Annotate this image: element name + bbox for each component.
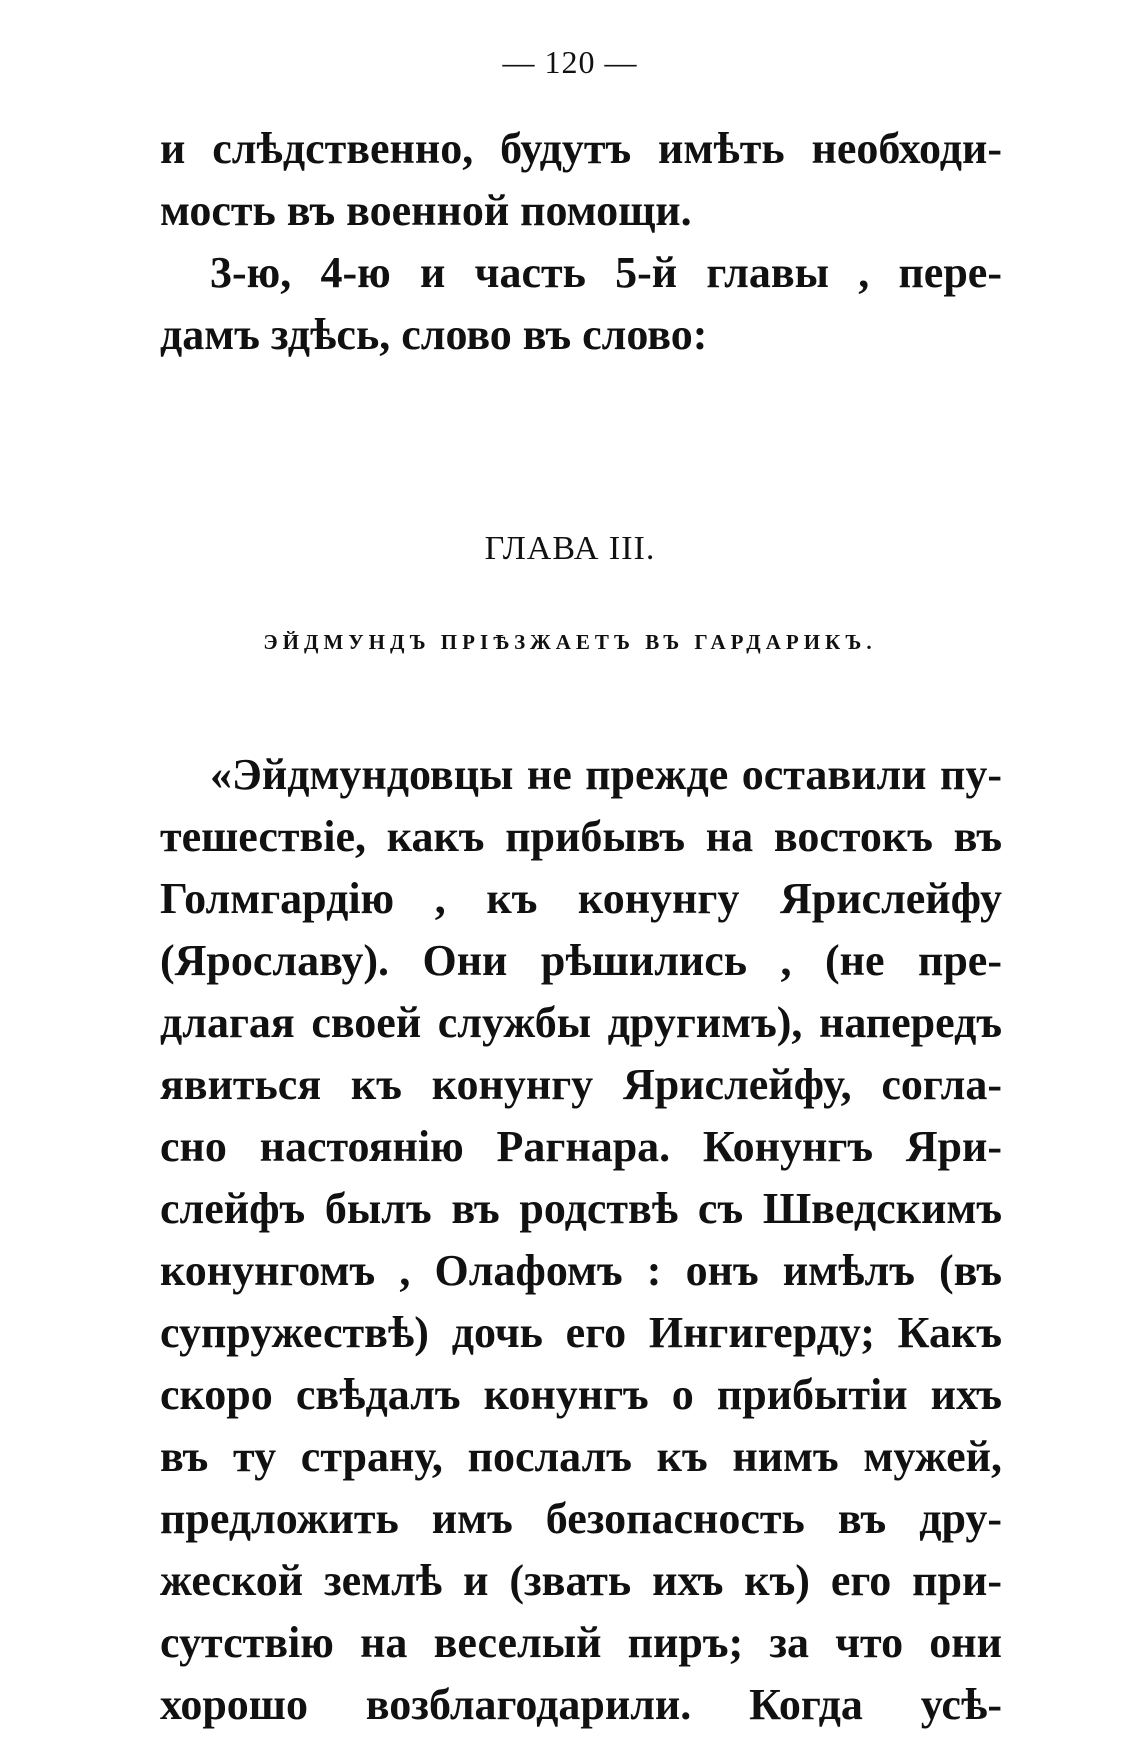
chapter-title: ГЛАВА III. [484,530,656,567]
intro-paragraphs [160,118,1002,366]
text-line: дамъ здѣсь, слово въ слово: [160,310,708,359]
text-line: хорошо возблагодарили. Когда усѣ- [160,1680,1002,1729]
text-line: слейфъ былъ въ родствѣ съ Шведскимъ [160,1184,1002,1233]
text-line: предложить имъ безопасность въ дру- [160,1494,1002,1543]
text-line: и слѣдственно, будутъ имѣть необходи- [160,124,1002,173]
text-line: скоро свѣдалъ конунгъ о прибытіи ихъ [160,1370,1002,1419]
chapter-subtitle: ЭЙДМУНДЪ ПРІѢЗЖАЕТЪ ВЪ ГАРДАРИКЪ. [263,630,877,654]
text-line: 3-ю, 4-ю и часть 5-й главы , пере- [210,248,1002,297]
text-line: сутствію на веселый пиръ; за что они [160,1618,1002,1667]
text-line: тешествіе, какъ прибывъ на востокъ въ [160,812,1002,861]
text-line: явиться къ конунгу Ярислейфу, согла- [160,1060,1002,1109]
text-line: мость въ военной помощи. [160,186,692,235]
text-line: Голмгардію , къ конунгу Ярислейфу [160,874,1002,923]
chapter-body [160,744,1002,1736]
text-line: сно настоянію Рагнара. Конунгъ Яри- [160,1122,1002,1171]
text-line: жеской землѣ и (звать ихъ къ) его при- [160,1556,1002,1605]
text-line: конунгомъ , Олафомъ : онъ имѣлъ (въ [160,1246,1002,1295]
text-line: длагая своей службы другимъ), напередъ [160,998,1002,1047]
text-line: супружествѣ) дочь его Ингигерду; Какъ [160,1308,1002,1357]
page-number: — 120 — [502,44,638,80]
text-line: въ ту страну, послалъ къ нимъ мужей, [160,1432,1002,1481]
text-line: «Эйдмундовцы не прежде оставили пу- [210,750,1002,799]
text-line: (Ярославу). Они рѣшились , (не пре- [160,936,1002,985]
